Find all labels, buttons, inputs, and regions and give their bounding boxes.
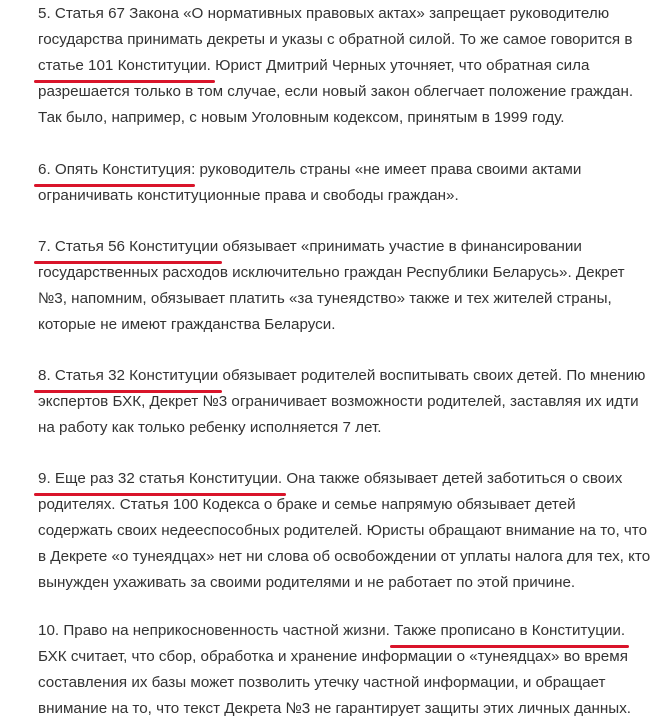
text-line xyxy=(38,518,658,544)
line-text: государства принимать декреты и указы с обратной силой. То же самое говорится в xyxy=(38,31,633,48)
line-text: обязывает «принимать участие в финансировании xyxy=(218,238,582,255)
line-text: : руководитель страны «не имеет права своими актами xyxy=(191,161,582,178)
paragraph-10 xyxy=(38,618,658,722)
line-text: вынужден ухаживать за своими родителями и не работает по этой причине. xyxy=(38,574,576,591)
text-line xyxy=(38,415,658,441)
line-text: содержать своих недееспособных родителей. Юристы обращают внимание на то, что xyxy=(38,522,648,539)
text-line xyxy=(38,670,658,696)
line-text: государственных расходов исключительно граждан Республики Беларусь». Декрет xyxy=(38,264,625,281)
line-text: в Декрете «о тунеядцах» нет ни слова об освобождении от уплаты налога для тех, кто xyxy=(38,548,651,565)
line-text: Так было, например, с новым Уголовным кодексом, принятым в 1999 году. xyxy=(38,109,565,126)
text-line xyxy=(38,27,658,53)
line-text: разрешается только в том случае, если новый закон облегчает положение граждан. xyxy=(38,83,634,100)
text-line xyxy=(38,1,658,27)
line-text: которые не имеют гражданства Беларуси. xyxy=(38,316,336,333)
text-line xyxy=(38,157,658,183)
line-text: БХК считает, что сбор, обработка и хранение информации о «тунеядцах» во время xyxy=(38,648,628,665)
line-text: Она также обязывает детей заботиться о своих xyxy=(282,470,623,487)
highlighted-phrase: 9. Еще раз 32 статья Конституции. xyxy=(38,466,282,492)
paragraph-6 xyxy=(38,157,658,209)
highlighted-phrase: 8. Статья 32 Конституции xyxy=(38,363,218,389)
line-text: 5. Статья 67 Закона «О нормативных правовых актах» запрещает руководителю xyxy=(38,5,610,22)
text-line xyxy=(38,363,658,389)
paragraph-9 xyxy=(38,466,658,596)
line-text: №3, напомним, обязывает платить «за тунеядство» также и тех жителей страны, xyxy=(38,290,612,307)
line-text: Юрист Дмитрий Черных уточняет, что обратная сила xyxy=(210,57,590,74)
text-line xyxy=(38,53,658,79)
text-line xyxy=(38,105,658,131)
line-text: обязывает родителей воспитывать своих детей. По мнению xyxy=(218,367,646,384)
highlighted-phrase: Также прописано в Конституции. xyxy=(394,618,625,644)
text-line xyxy=(38,696,658,722)
line-text: внимание на то, что текст Декрета №3 не гарантирует защиты этих личных данных. xyxy=(38,700,632,717)
paragraph-5 xyxy=(38,1,658,131)
highlighted-phrase: 6. Опять Конституция xyxy=(38,157,191,183)
highlighted-phrase: 7. Статья 56 Конституции xyxy=(38,234,218,260)
text-line xyxy=(38,570,658,596)
text-line xyxy=(38,312,658,338)
line-text: ограничивать конституционные права и свободы граждан». xyxy=(38,187,459,204)
highlighted-phrase: статье 101 Конституции. xyxy=(38,53,211,79)
line-text: на работу как только ребенку исполняется 7 лет. xyxy=(38,419,382,436)
text-line xyxy=(38,544,658,570)
text-line xyxy=(38,234,658,260)
text-line xyxy=(38,286,658,312)
paragraph-7 xyxy=(38,234,658,338)
line-text: родителях. Статья 100 Кодекса о браке и семье напрямую обязывает детей xyxy=(38,496,576,513)
paragraph-8 xyxy=(38,363,658,441)
text-line xyxy=(38,466,658,492)
line-text: составления их базы может позволить утечку частной информации, и обращает xyxy=(38,674,606,691)
line-text: экспертов БХК, Декрет №3 ограничивает возможности родителей, заставляя их идти xyxy=(38,393,639,410)
line-text: 10. Право на неприкосновенность частной жизни. xyxy=(38,622,395,639)
text-line xyxy=(38,618,658,644)
